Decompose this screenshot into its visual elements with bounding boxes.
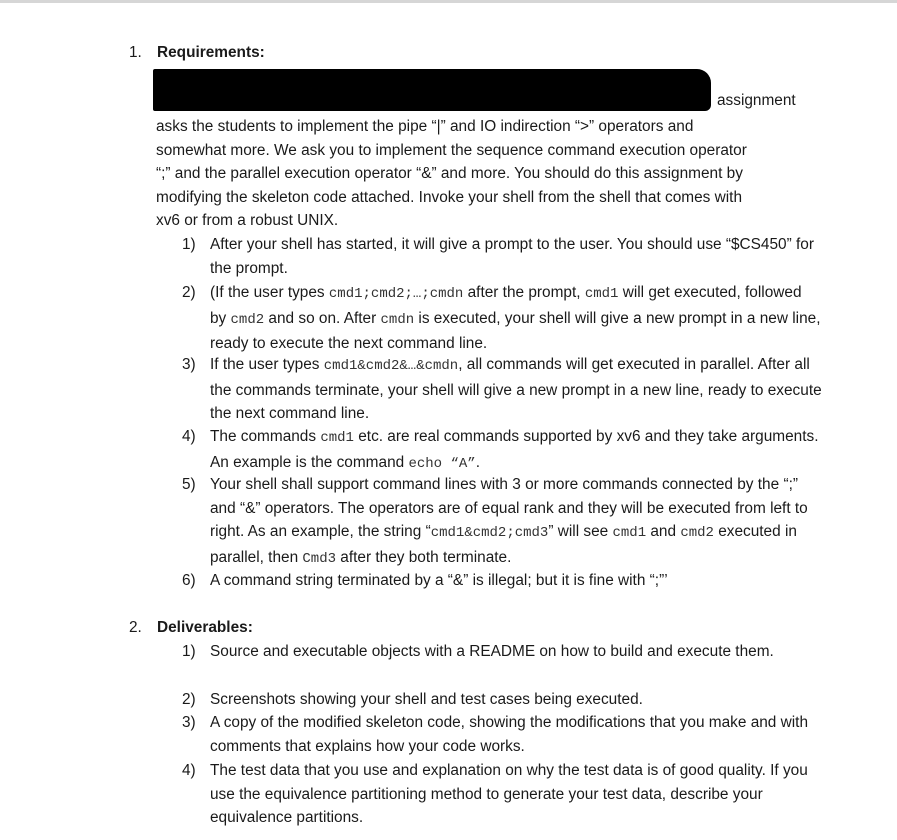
text-run: after they both terminate. <box>336 548 512 566</box>
requirement-item-3 <box>182 353 822 426</box>
section-title: Deliverables: <box>157 619 253 636</box>
intro-line: modifying the skeleton code attached. Invoke your shell from the shell that comes with <box>156 188 743 206</box>
section-number: 2. <box>129 619 142 636</box>
item-number: 1) <box>182 643 196 660</box>
intro-line: “;” and the parallel execution operator “&” and more. You should do this assignment by <box>156 165 743 183</box>
text-run: and <box>646 523 681 541</box>
deliverable-item-1 <box>182 640 822 664</box>
code-snippet: cmd1 <box>612 525 647 542</box>
deliverable-item-4 <box>182 759 822 830</box>
item-number: 2) <box>182 284 196 301</box>
code-snippet: cmd1;cmd2;…;cmdn <box>328 286 464 302</box>
item-text: Source and executable objects with a README on how to build and execute them. <box>210 643 774 660</box>
intro-line: xv6 or from a robust UNIX. <box>156 212 339 230</box>
deliverable-item-2 <box>182 688 822 712</box>
requirement-item-6 <box>182 569 822 593</box>
text-run: executed in parallel, then <box>210 523 797 566</box>
text-run: Your shell shall support command lines with 3 or more commands connected by the “;” and “&” operators. The operators are of equal rank and they will be executed from left to right. As an example, the string “ <box>210 476 808 541</box>
item-text: After your shell has started, it will give a prompt to the user. You should use “$CS450” for the prompt. <box>210 236 814 277</box>
text-run: will get executed, followed by <box>210 284 802 327</box>
requirement-item-4 <box>182 425 822 476</box>
requirements-heading <box>129 44 265 62</box>
item-number: 6) <box>182 572 196 589</box>
requirement-item-1 <box>182 233 822 280</box>
item-text: A command string terminated by a “&” is illegal; but it is fine with “;”’ <box>210 572 668 589</box>
deliverables-heading <box>129 619 253 637</box>
item-text: Screenshots showing your shell and test cases being executed. <box>210 691 643 708</box>
intro-line: asks the students to implement the pipe “|” and IO indirection “>” operators and <box>156 118 694 135</box>
redaction-block <box>153 69 711 111</box>
text-run: ” will see <box>548 523 613 541</box>
item-text: The test data that you use and explanation on why the test data is of good quality. If you use the equivalence partitioning method to generate your test data, describe your equivalence partitions. <box>210 762 808 827</box>
code-snippet: cmd1&cmd2;cmd3 <box>430 525 549 542</box>
text-run: and so on. After <box>264 309 381 327</box>
text-run: is executed, your shell will give a new prompt in a new line, ready to execute the next command line. <box>210 309 821 353</box>
requirements-intro <box>156 115 816 233</box>
code-snippet: cmd1 <box>320 430 354 446</box>
item-text <box>210 473 822 571</box>
item-text: A copy of the modified skeleton code, showing the modifications that you make and with comments that explains how your code works. <box>210 714 809 755</box>
item-number: 3) <box>182 714 196 731</box>
item-text <box>210 281 822 356</box>
code-snippet: cmd1&cmd2&…&cmdn <box>323 358 459 374</box>
text-run: . <box>475 453 480 471</box>
deliverable-item-3 <box>182 711 822 758</box>
item-number: 3) <box>182 356 196 373</box>
text-run: (If the user types <box>210 284 329 301</box>
section-title: Requirements: <box>157 44 265 61</box>
intro-tail-word: assignment <box>717 92 796 109</box>
code-snippet: cmd2 <box>230 311 265 328</box>
section-number: 1. <box>129 44 142 61</box>
item-number: 5) <box>182 476 196 493</box>
item-text <box>210 353 822 426</box>
item-number: 1) <box>182 236 196 253</box>
item-number: 4) <box>182 428 196 445</box>
text-run: If the user types <box>210 356 324 373</box>
code-snippet: Cmd3 <box>302 550 337 567</box>
intro-line: somewhat more. We ask you to implement the sequence command execution operator <box>156 141 747 159</box>
text-run: etc. are real commands supported by xv6 and they take arguments. An example is the command <box>210 428 819 471</box>
code-snippet: cmd2 <box>680 525 714 542</box>
page-top-border <box>0 0 897 3</box>
item-text <box>210 425 822 476</box>
text-run: after the prompt, <box>463 284 585 301</box>
code-snippet: cmd1 <box>584 286 619 302</box>
requirement-item-5 <box>182 473 822 571</box>
text-run: , all commands will get executed in parallel. After all the commands terminate, your shell will give a new prompt in a new line, ready to execute the next command line. <box>210 356 822 423</box>
code-snippet: cmdn <box>380 311 415 328</box>
item-number: 4) <box>182 762 196 779</box>
code-snippet: echo “A” <box>408 455 476 472</box>
item-number: 2) <box>182 691 196 708</box>
text-run: The commands <box>210 428 321 445</box>
requirement-item-2 <box>182 281 822 356</box>
